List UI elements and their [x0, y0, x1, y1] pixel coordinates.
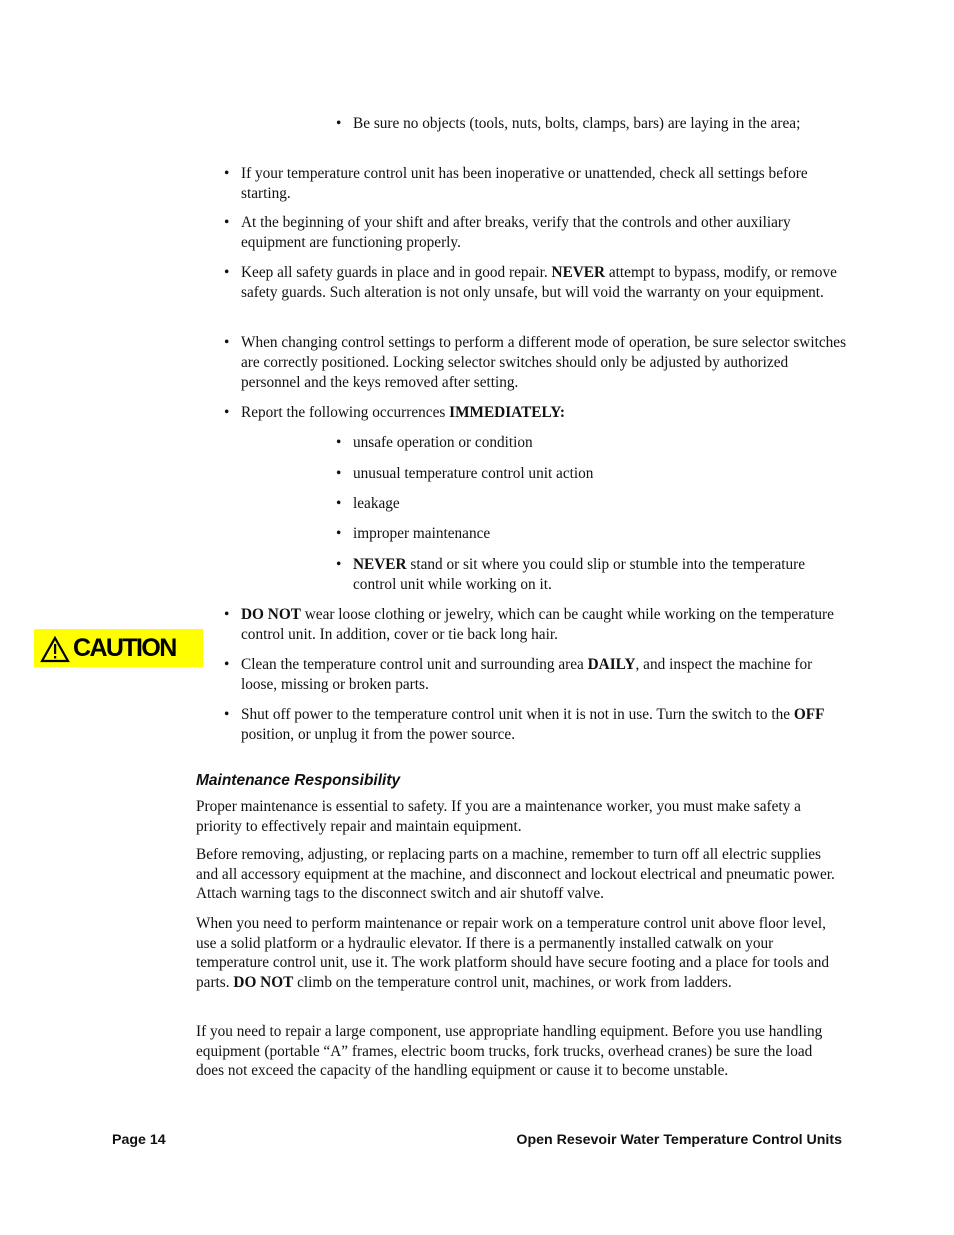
bullet-text: unsafe operation or condition: [353, 434, 533, 451]
bullet-text: Be sure no objects (tools, nuts, bolts, clamps, bars) are laying in the area;: [353, 115, 801, 132]
bullet-text: If your temperature control unit has been inoperative or unattended, check all settings before starting.: [241, 165, 808, 202]
bullet-text: At the beginning of your shift and after breaks, verify that the controls and other auxiliary equipment are functioning properly.: [241, 214, 791, 251]
bullet-glyph: •: [224, 606, 230, 623]
body-paragraph: Proper maintenance is essential to safety. If you are a maintenance worker, you must make safety a priority to effectively repair and maintain equipment.: [196, 798, 801, 835]
warning-triangle-icon: [34, 629, 74, 667]
bullet-glyph: •: [224, 165, 230, 182]
bullet-glyph: •: [224, 404, 230, 421]
bullet-glyph: •: [336, 525, 342, 542]
sub-bullet-item: [336, 464, 847, 484]
paragraph-text: When you need to perform maintenance or repair work on a temperature control unit above floor level, use a solid platform or a hydraulic elevator. If there is a permanently installed catwalk on your temperature control unit, use it. The work platform should have secure footing and a place for tools and parts.: [196, 915, 830, 991]
page-number: Page 14: [112, 1132, 166, 1148]
bullet-glyph: •: [224, 334, 230, 351]
bullet-text: Keep all safety guards in place and in good repair.: [241, 264, 552, 281]
bullet-item: [224, 403, 847, 423]
emphasis-text: IMMEDIATELY:: [449, 404, 566, 421]
sub-bullet-item: [336, 494, 847, 514]
emphasis-text: NEVER: [551, 264, 606, 281]
sub-bullet-item: [336, 433, 847, 453]
bullet-glyph: •: [224, 656, 230, 673]
paragraph-text: climb on the temperature control unit, machines, or work from ladders.: [293, 973, 732, 991]
bullet-text: unusual temperature control unit action: [353, 465, 594, 482]
bullet-item: [224, 655, 847, 695]
bullet-text: Clean the temperature control unit and surrounding area: [241, 656, 588, 673]
emphasis-text: OFF: [793, 706, 825, 723]
bullet-text: stand or sit where you could slip or stumble into the temperature control unit while working on it.: [353, 556, 806, 593]
bullet-item: [336, 114, 847, 134]
bullet-item: [224, 263, 847, 303]
bullet-glyph: •: [336, 465, 342, 482]
sub-bullet-item: [336, 524, 847, 544]
emphasis-text: DO NOT: [233, 973, 294, 991]
bullet-text: attempt to bypass, modify, or remove safety guards. Such alteration is not only unsafe, but will void the warranty on your equipment.: [241, 264, 837, 301]
section-heading: Maintenance Responsibility: [196, 772, 401, 789]
bullet-text: Report the following occurrences: [241, 404, 450, 421]
body-paragraph: [196, 914, 844, 992]
bullet-text: improper maintenance: [353, 525, 491, 542]
bullet-glyph: •: [224, 706, 230, 723]
bullet-item: [224, 333, 847, 392]
bullet-text: When changing control settings to perform a different mode of operation, be sure selector switches are correctly positioned. Locking selector switches should only be adjusted by authorized personnel and the keys removed after setting.: [241, 334, 847, 391]
emphasis-text: DO NOT: [241, 606, 301, 623]
bullet-glyph: •: [336, 556, 342, 573]
bullet-text: position, or unplug it from the power source.: [241, 725, 516, 743]
bullet-text: leakage: [353, 495, 400, 512]
emphasis-text: NEVER: [353, 556, 407, 573]
bullet-text: , and inspect the machine for loose, missing or broken parts.: [241, 656, 813, 693]
bullet-glyph: •: [336, 434, 342, 451]
bullet-glyph: •: [224, 214, 230, 231]
bullet-glyph: •: [224, 264, 230, 281]
bullet-glyph: •: [336, 115, 342, 132]
bullet-item: [224, 705, 847, 745]
caution-label: [34, 629, 203, 667]
emphasis-text: DAILY: [587, 656, 636, 673]
bullet-glyph: •: [336, 495, 342, 512]
bullet-item: [224, 605, 847, 645]
document-title: Open Resevoir Water Temperature Control Units: [516, 1132, 842, 1148]
sub-bullet-item: [336, 555, 847, 595]
body-paragraph: If you need to repair a large component, use appropriate handling equipment. Before you use handling equipment (portable “A” frames, electric boom trucks, fork trucks, overhead cranes) be sure the load does not exceed the capacity of the handling equipment or cause it to become unstable.: [196, 1023, 823, 1079]
body-paragraph: Before removing, adjusting, or replacing parts on a machine, remember to turn off all electric supplies and all accessory equipment at the machine, and disconnect and lockout electrical and pneumatic power. Attach warning tags to the disconnect switch and air shutoff valve.: [196, 846, 835, 902]
bullet-text: Shut off power to the temperature control unit when it is not in use. Turn the switch to the: [241, 706, 794, 723]
bullet-text: wear loose clothing or jewelry, which can be caught while working on the temperature control unit. In addition, cover or tie back long hair.: [241, 606, 834, 643]
bullet-item: [224, 213, 847, 253]
caution-text: CAUTION: [73, 634, 176, 662]
bullet-item: [224, 164, 847, 204]
